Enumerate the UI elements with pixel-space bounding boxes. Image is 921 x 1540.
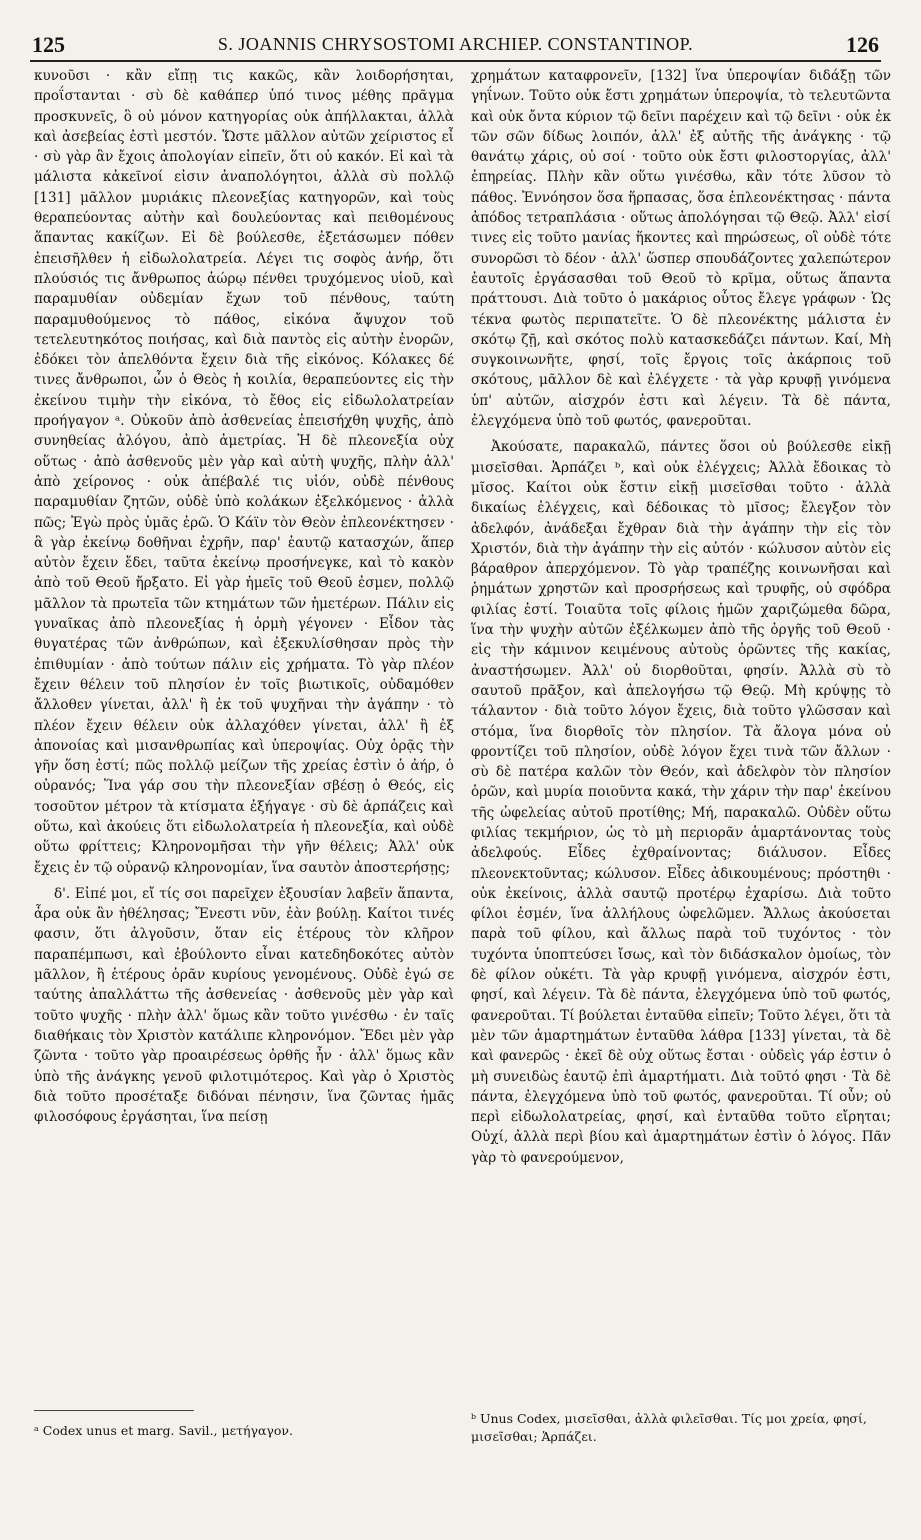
right-paragraph-2: Ἀκούσατε, παρακαλῶ, πάντες ὅσοι οὐ βούλεσθε εἰκῇ μισεῖσθαι. Ἁρπάζει ᵇ, καὶ οὐκ ἐλέγχεις; Ἀλλὰ ἔδοικας τὸ μῖσος. Καίτοι οὐκ ἔστιν εἰκῇ μισεῖσθαι τοῦτο · ἀλλὰ δικαίως ἐλέγχεις, καὶ δέδοικας τὸ μῖσος; ἔλεγξον τὸν ἀδελφόν, ἀνάδεξαι ἔχθραν διὰ τὴν ἀγάπην τὴν εἰς τὸν Χριστόν, διὰ τὴν ἀγάπην τὴν εἰς αὐτόν · κώλυσον αὐτὸν εἰς βάραθρον ἀπερχόμενον. Τὸ γὰρ τραπέζης κοινωνῆσαι καὶ ῥημάτων χρηστῶν καὶ προσρήσεως καὶ τρυφῆς, οὐ σφόδρα φιλίας ἐστί. Τοιαῦτα τοῖς φίλοις ἡμῶν χαριζώμεθα δῶρα, ἵνα τὴν ψυχὴν αὐτῶν ἐξέλκωμεν ἀπὸ τῆς ὀργῆς τοῦ Θεοῦ · εἰς τὴν κάμινον κειμένους αὐτοὺς ὁρῶντες τῆς κακίας, ἀναστήσωμεν. Ἀλλ' οὐ διορθοῦται, φησίν. Ἀλλὰ σὺ τὸ σαυτοῦ πρᾶξον, καὶ ἀπελογήσω τῷ Θεῷ. Μὴ κρύψῃς τὸ τάλαντον · διὰ τοῦτο λόγον ἔχεις, διὰ τοῦτο γλῶσσαν καὶ στόμα, ἵνα διορθοῖς τὸν πλησίον. Τὰ ἄλογα μόνα οὐ φροντίζει τοῦ πλησίον, οὐδὲ λόγον ἔχει τινὰ τῶν ἄλλων · σὺ δὲ πατέρα καλῶν τὸν Θεόν, καὶ ἀδελφὸν τὸν πλησίον ὁρῶν, καὶ μυρία ποιοῦντα κακά, τὴν χάριν τὴν παρ' ἐκείνου τῆς ὠφελείας αὐτοῦ προτίθης; Μή, παρακαλῶ. Οὐδὲν οὕτω φιλίας τεκμήριον, ὡς τὸ μὴ περιορᾶν ἁμαρτάνοντας τοὺς ἀδελφούς. Εἶδες ἐχθραίνοντας; διάλυσον. Εἶδες πλεονεκτοῦντας; κώλυσον. Εἶδες ἀδικουμένους; πρόστηθι · οὐκ ἐκείνοις, ἀλλὰ σαυτῷ προτέρῳ ἐχαρίσω. Διὰ τοῦτο φίλοι ἐσμέν, ἵνα ἀλλήλους ὠφελῶμεν. Ἄλλως ἀκούσεται παρὰ τοῦ φίλου, καὶ ἄλλως παρὰ τοῦ τυχόντος · τὸν τυχόντα ὑποπτεύσει ἴσως, καὶ τὸν διδάσκαλον ὁμοίως, τὸν δὲ φίλον οὐκέτι. Τὰ γὰρ κρυφῇ γινόμενα, αἰσχρόν ἐστι, φησί, καὶ λέγειν. Τὰ δὲ πάντα, ἐλεγχόμενα ὑπὸ τοῦ φωτός, φανεροῦται. Τί βούλεται ἐνταῦθα εἰπεῖν; Τοῦτο λέγει, ὅτι τὰ μὲν τῶν ἁμαρτημάτων ἐνταῦθα λάθρα [133] γίνεται, τὰ δὲ καὶ φανερῶς · ἐκεῖ δὲ οὐχ οὕτως ἔσται · οὐδεὶς γάρ ἐστιν ὁ μὴ συνειδὼς ἑαυτῷ ἐπὶ ἁμαρτήματι. Διὰ τοῦτό φησι · Τὰ δὲ πάντα, ἐλεγχόμενα ὑπὸ τοῦ φωτός, φανεροῦται. Τί οὖν; οὐ περὶ εἰδωλολατρείας, φησί, καὶ ἐνταῦθα τοῦτο εἴρηται; Οὐχί, ἀλλὰ περὶ βίου καὶ ἁμαρτημάτων ἐστὶν ὁ λόγος. Πᾶν γὰρ τὸ φανερούμενον,: [471, 439, 891, 1166]
footnote-right: ᵇ Unus Codex, μισεῖσθαι, ἀλλὰ φιλεῖσθαι. Τίς μοι χρεία, φησί, μισεῖσθαι; Ἁρπάζει.: [471, 1411, 867, 1444]
left-column: [34, 66, 454, 1406]
page-number-right: 126: [846, 32, 879, 57]
running-header: [30, 30, 881, 62]
left-paragraph-1: κυνοῦσι · κἂν εἴπῃ τις κακῶς, κἂν λοιδορήσηται, προΐστανται · σὺ δὲ καθάπερ ὑπό τινος μέθης πρᾶγμα προσκυνεῖς, ὃ οὐ μόνον κατηγορίας οὐκ ἀπήλλακται, ἀλλὰ καὶ ἀσεβείας ἐστὶ μεστόν. Ὥστε μᾶλλον αὐτῶν χείριστος εἶ · σὺ γὰρ ἂν ἔχοις ἀπολογίαν εἰπεῖν, ὅτι οὐ κακόν. Εἰ καὶ τὰ μάλιστα κἀκεῖνοί εἰσιν ἀναπολόγητοι, ἀλλὰ σὺ πολλῷ [131] μᾶλλον μυριάκις πλεονεξίας κατηγορῶν, καὶ τοὺς θεραπεύοντας αὐτὴν καὶ δουλεύοντας καὶ πειθομένους ἅπαντας κακίζων. Εἰ δὲ βούλεσθε, ἐξετάσωμεν πόθεν ἐπεισῆλθεν ἡ εἰδωλολατρεία. Λέγει τις σοφὸς ἀνήρ, ὅτι πλούσιός τις ἄνθρωπος ἀώρῳ πένθει τρυχόμενος υἱοῦ, καὶ παραμυθίαν οὐδεμίαν ἔχων τοῦ πένθους, ταύτη παραμυθούμενος τὸ πάθος, εἰκόνα ἄψυχον τοῦ τετελευτηκότος ποιήσας, καὶ διὰ παντὸς εἰς αὐτὴν ἐνορῶν, ἐδόκει τὸν ἀπελθόντα ἔχειν διὰ τῆς εἰκόνος. Κόλακες δέ τινες ἄνθρωποι, ὧν ὁ Θεὸς ἡ κοιλία, θεραπεύοντες εἰς τὴν ἐκείνου τιμὴν τὴν εἰκόνα, τὸ ἔθος εἰς εἰδωλολατρείαν προήγαγον ᵃ. Οὐκοῦν ἀπὸ ἀσθενείας ἐπεισήχθη ψυχῆς, ἀπὸ συνηθείας ἀλόγου, ἀπὸ ἀμετρίας. Ἡ δὲ πλεονεξία οὐχ οὕτως · ἀπὸ ἀσθενοῦς μὲν γὰρ καὶ αὐτὴ ψυχῆς, πλὴν ἀλλ' ἀπὸ χείρονος · οὐκ ἀπέβαλέ τις υἱόν, οὐδὲ πένθους παραμυθίαν ζητῶν, οὐδὲ ὑπὸ κολάκων ἐξελκόμενος · ἀλλὰ πῶς; Ἐγὼ πρὸς ὑμᾶς ἐρῶ. Ὁ Κάϊν τὸν Θεὸν ἐπλεονέκτησεν · ἃ γὰρ ἐκείνῳ δοθῆναι ἐχρῆν, παρ' ἑαυτῷ κατασχών, ἅπερ αὐτὸν ἔχειν ἔδει, ταῦτα ἐκείνῳ προσήνεγκε, καὶ τὸ κακὸν ἀπὸ τοῦ Θεοῦ ἤρξατο. Εἰ γὰρ ἡμεῖς τοῦ Θεοῦ ἐσμεν, πολλῷ μᾶλλον τὰ πρωτεῖα τῶν κτημάτων τῶν ἡμετέρων. Πάλιν εἰς γυναῖκας ἀπὸ πλεονεξίας ἡ ὁρμὴ γέγονεν · Εἶδον τὰς θυγατέρας τῶν ἀνθρώπων, καὶ ἐξεκυλίσθησαν πρὸς τὴν ἐπιθυμίαν · ἀπὸ τούτων πάλιν εἰς χρήματα. Τὸ γὰρ πλέον ἔχειν θέλειν τοῦ πλησίον ἐν τοῖς βιωτικοῖς, οὐδαμόθεν ἄλλοθεν γίνεται, ἀλλ' ἢ ἐκ τοῦ ψυχῆναι τὴν ἀγάπην · τὸ πλέον ἔχειν θέλειν οὐκ ἀλλαχόθεν γίνεται, ἀλλ' ἢ ἐξ ἀπονοίας καὶ μισανθρωπίας καὶ ὑπεροψίας. Οὐχ ὁρᾷς τὴν γῆν ὅση ἐστί; πῶς πολλῷ μείζων τῆς χρείας ἐστὶν ὁ ἀήρ, ὁ οὐρανός; Ἵνα γάρ σου τὴν πλεονεξίαν σβέσῃ ὁ Θεός, εἰς τοσοῦτον μέτρον τὰ κτίσματα ἐξήγαγε · σὺ δὲ ἁρπάζεις καὶ οὕτω, καὶ ἀκούεις ὅτι εἰδωλολατρεία ἡ πλεονεξία, καὶ οὐδὲ οὕτω φρίττεις; Κληρονομῆσαι τὴν γῆν θέλεις; Ἀλλ' οὐκ ἔχεις ἐν τῷ οὐρανῷ κληρονομίαν, ἵνα σαυτὸν ἀποστερήσῃς;: [34, 68, 454, 876]
right-paragraph-1: χρημάτων καταφρονεῖν, [132] ἵνα ὑπεροψίαν διδάξῃ τῶν γηΐνων. Τοῦτο οὐκ ἔστι χρημάτων ὑπεροψία, τὸ τελευτῶντα καὶ οὐκ ὄντα κύριον τῷ δεῖνι παρέχειν καὶ τῷ δεῖνι · οὐκ ἐκ τῶν σῶν δίδως λοιπόν, ἀλλ' ἐξ αὐτῆς τῆς ἀνάγκης · τῷ θανάτῳ χάρις, οὐ σοί · τοῦτο οὐκ ἔστι φιλοστοργίας, ἀλλ' ἐπηρείας. Πλὴν κἂν οὕτω γινέσθω, κἂν τότε λῦσον τὸ πάθος. Ἐννόησον ὅσα ἥρπασας, ὅσα ἐπλεονέκτησας · πάντα ἀπόδος τετραπλάσια · οὕτως ἀπολόγησαι τῷ Θεῷ. Ἀλλ' εἰσί τινες εἰς τοῦτο μανίας ἥκοντες καὶ πηρώσεως, οἳ οὐδὲ τότε συνορῶσι τὸ δέον · ἀλλ' ὥσπερ σπουδάζοντες χαλεπώτερον ἑαυτοῖς ἐργάσασθαι τοῦ Θεοῦ τὸ κρῖμα, οὕτως ἅπαντα πράττουσι. Διὰ τοῦτο ὁ μακάριος οὗτος ἔλεγε γράφων · Ὡς τέκνα φωτὸς περιπατεῖτε. Ὁ δὲ πλεονέκτης μάλιστα ἐν σκότῳ ζῇ, καὶ σκότος πολὺ κατασκεδάζει πάντων. Καί, Μὴ συγκοινωνῆτε, φησί, τοῖς ἔργοις τοῖς ἀκάρποις τοῦ σκότους, μᾶλλον δὲ καὶ ἐλέγχετε · τὰ γὰρ κρυφῇ γινόμενα ὑπ' αὐτῶν, αἰσχρόν ἐστι καὶ λέγειν. Τὰ δὲ πάντα, ἐλεγχόμενα ὑπὸ τοῦ φωτός, φανεροῦται.: [471, 68, 891, 430]
running-title: S. JOANNIS CHRYSOSTOMI ARCHIEP. CONSTANTINOP.: [217, 34, 694, 54]
footnote-left: ᵃ Codex unus et marg. Savil., μετήγαγον.: [34, 1423, 293, 1438]
footnote-rule-left: [34, 1410, 194, 1411]
left-paragraph-2: δ'. Εἰπέ μοι, εἴ τίς σοι παρεῖχεν ἐξουσίαν λαβεῖν ἅπαντα, ἆρα οὐκ ἂν ἠθέλησας; Ἔνεστι νῦν, ἐὰν βούλῃ. Καίτοι τινές φασιν, ὅτι ἀλγοῦσιν, ὅταν εἰς ἑτέρους τὸν κλῆρον παραπέμπωσι, καὶ ἐβούλοντο εἶναι κατεδηδοκότες αὐτὸν μᾶλλον, ἢ ἑτέρους ὁρᾶν κυρίους γενομένους. Οὐδὲ ἐγώ σε ταύτης ἀπαλλάττω τῆς ἀσθενείας · ἀσθενοῦς μὲν γὰρ καὶ τοῦτο ψυχῆς · πλὴν ἀλλ' ὅμως κἂν τοῦτο γινέσθω · ἐν ταῖς διαθήκαις τὸν Χριστὸν κατάλιπε κληρονόμον. Ἔδει μὲν γὰρ ζῶντα · τοῦτο γὰρ προαιρέσεως ὀρθῆς ἦν · ἀλλ' ὅμως κἂν ὑπὸ τῆς ἀνάγκης γενοῦ φιλοτιμότερος. Καὶ γὰρ ὁ Χριστὸς διὰ τοῦτο προσέταξε διδόναι πένησιν, ἵνα ζῶντας ἡμᾶς φιλοσόφους ἐργάσηται, ἵνα πείσῃ: [34, 885, 454, 1126]
page-number-left: 125: [32, 32, 65, 57]
right-column: [471, 66, 891, 1406]
